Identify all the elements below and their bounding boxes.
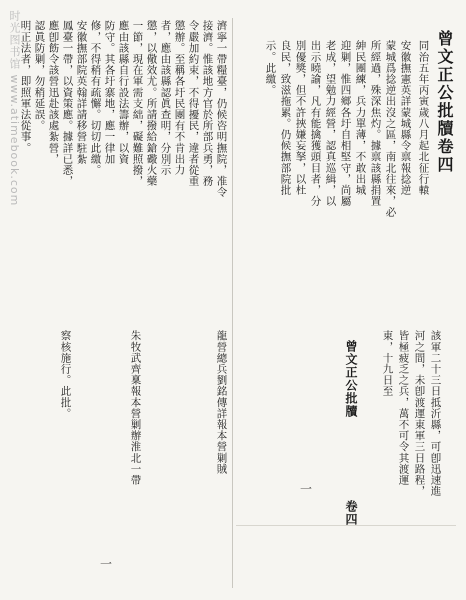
body-column: 朱牧武齊稟報本營剿辦淮北一帶 bbox=[129, 330, 142, 486]
body-column: 別優獎，但不許挾嫌妄拏，以杜 bbox=[294, 40, 307, 196]
page-number: 一 bbox=[300, 482, 313, 496]
body-column: 防守。其各圩寨地，應一律加 bbox=[103, 20, 116, 165]
footer-volume: 卷四 bbox=[344, 500, 358, 526]
body-column: 接濟。惟該地方官於所部兵勇，務 bbox=[201, 20, 214, 187]
body-column: 明正法者，即照軍法從事。 bbox=[19, 20, 32, 154]
body-column: 濟寧一帶糧臺，仍候咨明撫院，准令 bbox=[215, 20, 228, 198]
body-column: 令嚴加約束，不得擾民，違者從重 bbox=[187, 20, 200, 187]
body-column: 皆極疲乏之兵，萬不可令其渡運 bbox=[397, 330, 410, 486]
document-subtitle: 同治五年丙寅歲八月起北征行轅 bbox=[417, 40, 430, 196]
footer-title: 曾文正公批牘 bbox=[344, 340, 358, 418]
page-number-left: 一 bbox=[100, 557, 113, 571]
body-column: 懲，以儆效尤。所請撥給鎗礮火藥 bbox=[145, 20, 158, 187]
body-column: 河之間，未卽渡運東軍三日路程， bbox=[413, 330, 426, 497]
body-column: 修，不得稍有疏懈。切切此繳。 bbox=[89, 20, 102, 176]
body-column: 者，應由該縣認眞查明，分別示 bbox=[159, 20, 172, 176]
body-column: 所經過，殊深焦灼。據禀該縣捐置 bbox=[369, 40, 382, 207]
body-column: 安徽撫憲英詳蒙城縣令禀報捻逆 bbox=[399, 40, 412, 196]
page-fold-divider bbox=[232, 18, 233, 588]
body-column: 良民，致滋拖累。仍候撫部院批 bbox=[279, 40, 292, 196]
body-column: 認眞防剿，勿稍延誤。 bbox=[33, 20, 46, 131]
body-column: 鳳臺一帶，以資策應。據詳已悉， bbox=[61, 20, 74, 187]
body-column: 出示曉諭，凡有能擒獲頭目者，分 bbox=[309, 40, 322, 207]
body-column: 應由該縣自行設法籌辦，以資 bbox=[117, 20, 130, 165]
watermark: 时光图书馆 www.atimebook.com bbox=[8, 10, 21, 207]
body-column: 懲辦。至稱各圩民團有不肯出力 bbox=[173, 20, 186, 176]
body-column: 安徽撫部院英翰詳請移營駐紮 bbox=[75, 20, 88, 165]
body-column: 老成，望勉力經營，認真巡緝，以 bbox=[324, 40, 337, 207]
body-column: 迎剿，惟四鄉各圩自相堅守，尚屬 bbox=[339, 40, 352, 207]
body-column: 察核施行。此批。 bbox=[59, 330, 72, 419]
running-title: 曾文正公批牘卷四 bbox=[435, 30, 454, 174]
body-column: 蒙城爲捻逆出沒之區，南北往來，必 bbox=[384, 40, 397, 218]
body-column: 東，十九日至 bbox=[381, 330, 394, 397]
body-column: 龍營總兵劉銘傳詳報本營剿賊 bbox=[215, 330, 228, 475]
body-column: 一節，現在軍需支絀，礙難照撥， bbox=[131, 20, 144, 187]
body-column: 應卽飭令該營迅赴該處紮營， bbox=[47, 20, 60, 165]
body-column: 示。此繳。 bbox=[264, 40, 277, 96]
body-column: 該軍二十三日抵沂縣，可卽迅速進 bbox=[429, 330, 442, 497]
body-column: 紳民團練，兵力單薄，不敢出城 bbox=[354, 40, 367, 196]
